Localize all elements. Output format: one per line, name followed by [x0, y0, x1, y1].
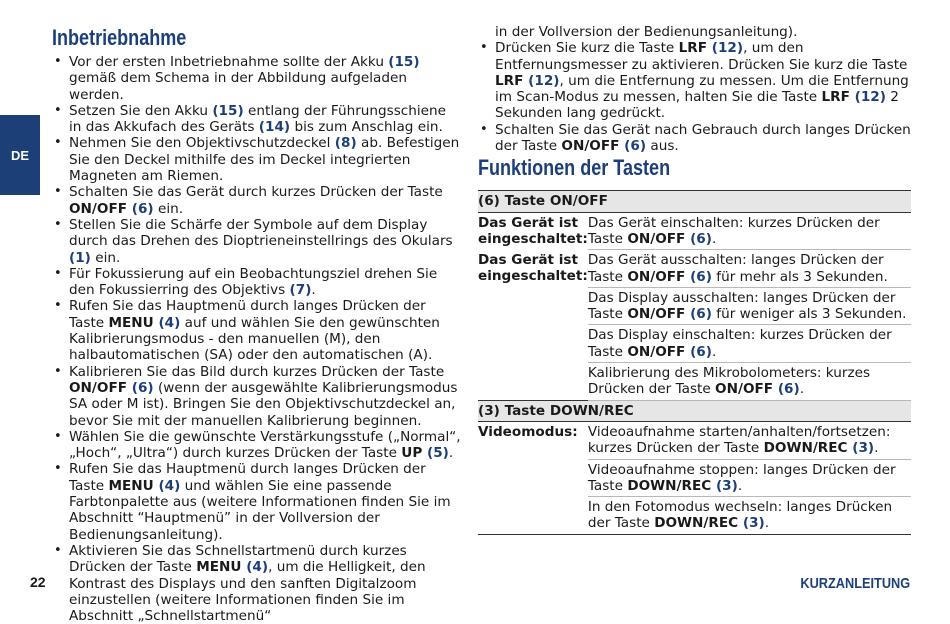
- list-item: • Drücken Sie kurz die Taste LRF (12), um den Entfernungsmesser zu aktivieren. Drücken Sie kurz die Taste LRF (12), um die Entfernung zu messen. Um die Entfernung im Scan-Modus zu messen, halten Sie die Taste LRF (12) 2 Sekunden lang gedrückt.: [478, 40, 912, 121]
- bold-reference: ON/OFF (6): [627, 343, 712, 360]
- footer-title: KURZANLEITUNG: [800, 575, 910, 592]
- bold-reference: LRF (12): [678, 40, 744, 57]
- bold-reference: ON/OFF (6): [69, 200, 154, 217]
- bold-reference: LRF (12): [495, 72, 560, 89]
- bold-reference: DOWN/REC (3): [763, 440, 875, 457]
- list-item: • Rufen Sie das Hauptmenü durch langes Drücken der Taste MENU (4) und wählen Sie eine passende Farbtonpalette aus (weitere Informationen finden Sie im Abschnitt “Hauptmenü” in der Vollversion der Bedienungsanleitung).: [52, 461, 462, 542]
- list-item: • Rufen Sie das Hauptmenü durch langes Drücken der Taste MENU (4) auf und wählen Sie den gewünschten Kalibrierungsmodus - den manuellen (M), den halbautomatischen (SA) oder den automatischen (A).: [52, 298, 462, 363]
- mode-label: Das Gerät ist eingeschaltet:: [478, 251, 588, 285]
- bold-reference: ON/OFF (6): [627, 306, 712, 323]
- list-item: • Wählen Sie die gewünschte Verstärkungsstufe („Normal“, „Hoch“, „Ultra“) durch kurzes Drücken der Taste UP (5).: [52, 429, 462, 462]
- right-column: [478, 24, 912, 535]
- language-tab: DE: [0, 115, 40, 195]
- function-description: In den Fotomodus wechseln: langes Drücken der Taste DOWN/REC (3).: [588, 497, 911, 535]
- bold-reference: ON/OFF (6): [627, 230, 712, 247]
- bold-reference: (8): [334, 135, 357, 152]
- bold-reference: ON/OFF (6): [69, 379, 154, 396]
- table-section-header: [478, 191, 911, 212]
- section-label: (6) Taste ON/OFF: [478, 191, 911, 212]
- list-item: • Vor der ersten Inbetriebnahme sollte der Akku (15) gemäß dem Schema in der Abbildung aufgeladen werden.: [52, 54, 462, 103]
- function-description: Kalibrierung des Mikrobolometers: kurzes Drücken der Taste ON/OFF (6).: [588, 363, 911, 401]
- list-item: • Für Fokussierung auf ein Beobachtungsziel drehen Sie den Fokussierring des Objektivs (7).: [52, 266, 462, 299]
- table-row: [478, 421, 911, 459]
- function-description: Das Gerät ausschalten: langes Drücken der Taste ON/OFF (6) für mehr als 3 Sekunden.: [588, 250, 911, 288]
- list-item: • Setzen Sie den Akku (15) entlang der Führungsschiene in das Akkufach des Geräts (14) bis zum Anschlag ein.: [52, 103, 462, 136]
- function-description: Das Gerät einschalten: kurzes Drücken der Taste ON/OFF (6).: [588, 212, 911, 250]
- bold-reference: UP (5): [401, 445, 449, 462]
- section-heading-funktionen: Funktionen der Tasten: [478, 155, 671, 181]
- table-row: [478, 250, 911, 288]
- list-item-continuation: in der Vollversion der Bedienungsanleitung).: [495, 24, 798, 40]
- bold-reference: DOWN/REC (3): [654, 515, 765, 532]
- mode-label: Das Gerät ist eingeschaltet:: [478, 214, 588, 247]
- table-row: [478, 212, 911, 250]
- page-number: 22: [30, 574, 46, 590]
- function-description: Das Display ausschalten: langes Drücken der Taste ON/OFF (6) für weniger als 3 Sekunden.: [588, 287, 911, 325]
- bold-reference: MENU (4): [108, 477, 181, 494]
- list-item: • Stellen Sie die Schärfe der Symbole auf dem Display durch das Drehen des Dioptrieneinstellrings des Okulars (1) ein.: [52, 217, 462, 266]
- bold-reference: MENU (4): [108, 314, 181, 331]
- list-item: • Kalibrieren Sie das Bild durch kurzes Drücken der Taste ON/OFF (6) (wenn der ausgewählte Kalibrierungsmodus SA oder M ist). Bringen Sie den Objektivschutzdeckel an, bevor Sie mit der manuellen Kalibrierung beginnen.: [52, 364, 462, 429]
- bold-reference: (7): [289, 282, 312, 299]
- startup-steps-continued-list: [478, 24, 912, 154]
- bold-reference: DOWN/REC (3): [627, 477, 738, 494]
- startup-steps-list: [52, 54, 462, 624]
- bold-reference: (1): [69, 249, 91, 266]
- bold-reference: LRF (12): [821, 89, 886, 106]
- bold-reference: MENU (4): [196, 559, 269, 576]
- bold-reference: (15): [212, 102, 244, 119]
- section-heading-inbetriebnahme: Inbetriebnahme: [52, 25, 187, 50]
- list-item: • Aktivieren Sie das Schnellstartmenü durch kurzes Drücken der Taste MENU (4), um die Helligkeit, den Kontrast des Displays und den sanften Digitalzoom einzustellen (weitere Informationen finden Sie im Abschnitt „Schnellstartmenü“: [52, 543, 462, 624]
- list-item: • Schalten Sie das Gerät durch kurzes Drücken der Taste ON/OFF (6) ein.: [52, 184, 462, 217]
- table-section-header: [478, 400, 911, 421]
- bold-reference: ON/OFF (6): [627, 268, 712, 285]
- bold-reference: ON/OFF (6): [715, 381, 800, 398]
- bold-reference: (15): [388, 54, 420, 70]
- function-description: Videoaufnahme stoppen: langes Drücken der Taste DOWN/REC (3).: [588, 459, 911, 497]
- bold-reference: ON/OFF (6): [561, 138, 647, 155]
- list-item: • Nehmen Sie den Objektivschutzdeckel (8) ab. Befestigen Sie den Deckel mithilfe des im Deckel integrierten Magneten am Riemen.: [52, 135, 462, 184]
- mode-label: Videomodus:: [478, 421, 588, 534]
- left-column: [52, 24, 462, 624]
- bold-reference: (14): [258, 119, 291, 136]
- function-description: Videoaufnahme starten/anhalten/fortsetzen: kurzes Drücken der Taste DOWN/REC (3).: [588, 421, 911, 459]
- list-item: • Schalten Sie das Gerät nach Gebrauch durch langes Drücken der Taste ON/OFF (6) aus.: [478, 122, 912, 155]
- section-label: (3) Taste DOWN/REC: [478, 400, 911, 421]
- button-functions-table: [478, 190, 911, 534]
- function-description: Das Display einschalten: kurzes Drücken der Taste ON/OFF (6).: [588, 325, 911, 363]
